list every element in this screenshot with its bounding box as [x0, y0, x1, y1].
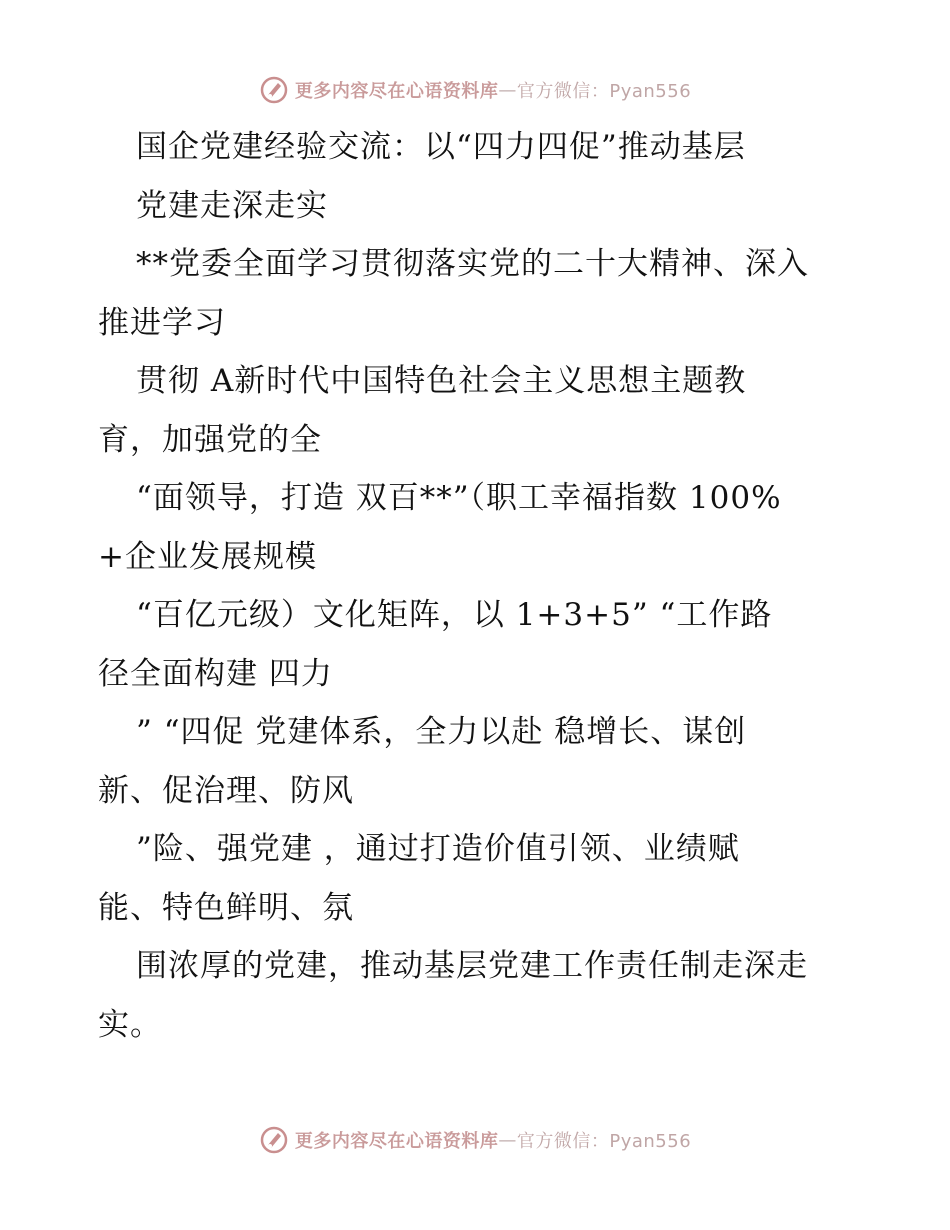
- document-title-line-1: 国企党建经验交流：以“四力四促”推动基层: [136, 129, 746, 165]
- document-body: [98, 118, 854, 1054]
- text-line: “百亿元级）文化矩阵，以 1+3+5” “工作路: [136, 597, 773, 633]
- brand-logo-icon: [259, 75, 289, 105]
- footer-watermark: [0, 1120, 950, 1160]
- text-line: ”险、强党建 ，通过打造价值引领、业绩赋: [136, 831, 740, 867]
- text-line: ” “四促 党建体系，全力以赴 稳增长、谋创: [136, 714, 747, 750]
- watermark-contact: 官方微信：Pyan556: [516, 1131, 692, 1152]
- text-line: 围浓厚的党建，推动基层党建工作责任制走深走: [136, 948, 808, 984]
- watermark-separator: —: [498, 79, 517, 101]
- text-line: +企业发展规模: [98, 538, 317, 575]
- text-line: 径全面构建 四力: [98, 655, 333, 692]
- watermark-brand: 更多内容尽在心语资料库: [294, 81, 499, 102]
- text-line: 能、特色鲜明、氛: [98, 889, 354, 926]
- text-line: 新、促治理、防风: [98, 772, 354, 809]
- text-line: 育，加强党的全: [98, 421, 322, 458]
- watermark-brand: 更多内容尽在心语资料库: [294, 1131, 499, 1152]
- text-line: 贯彻 A新时代中国特色社会主义思想主题教: [136, 363, 747, 399]
- text-line: “面领导，打造 双百**”（职工幸福指数 100%: [136, 480, 782, 516]
- brand-logo-icon: [259, 1125, 289, 1155]
- watermark-contact: 官方微信：Pyan556: [516, 81, 692, 102]
- text-line: **党委全面学习贯彻落实党的二十大精神、深入: [136, 246, 809, 282]
- document-title-line-2: 党建走深走实: [136, 187, 328, 224]
- text-line: 推进学习: [98, 304, 226, 341]
- text-line: 实。: [98, 1006, 162, 1043]
- watermark-separator: —: [498, 1129, 517, 1151]
- header-watermark: [0, 70, 950, 110]
